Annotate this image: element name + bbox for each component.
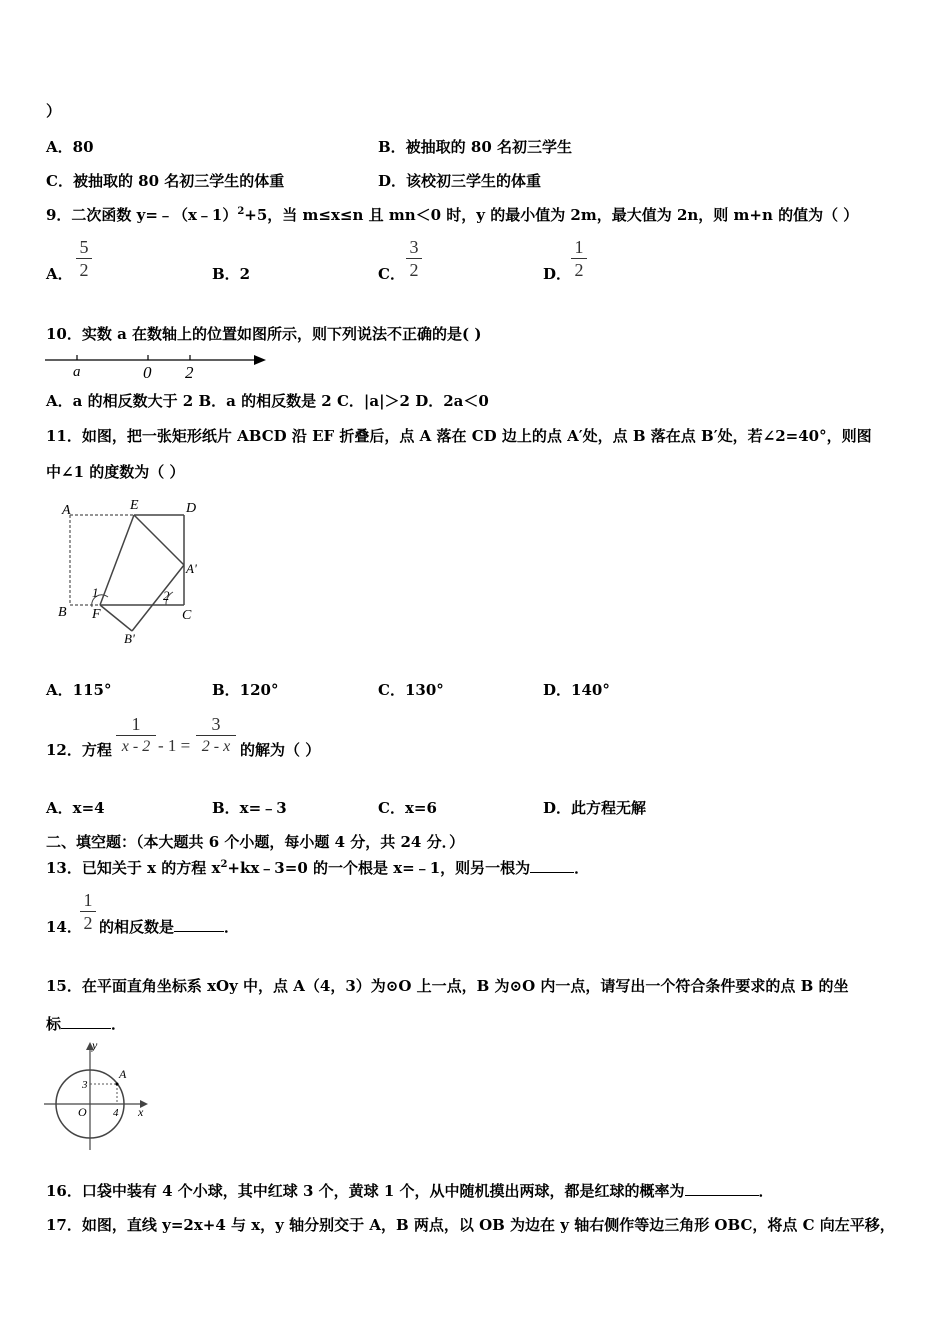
label-2: 2 bbox=[185, 363, 194, 382]
segment-EF bbox=[100, 515, 134, 605]
segment-A-prime-B-prime bbox=[132, 565, 184, 631]
q13-stem bbox=[46, 857, 589, 878]
q9-exponent: 2 bbox=[237, 206, 245, 217]
q11-option-d[interactable]: D．140° bbox=[543, 681, 610, 699]
q9-option-a-fraction bbox=[76, 237, 92, 280]
q9-option-d-fraction bbox=[571, 237, 587, 280]
q11-stem-line2: 中∠1 的度数为（ ） bbox=[46, 463, 185, 481]
q16-answer-blank[interactable] bbox=[685, 1181, 759, 1196]
label-B: B bbox=[58, 605, 67, 620]
label-D: D bbox=[186, 501, 197, 516]
q12-label: 12．方程 bbox=[46, 741, 112, 759]
q13-tail: ． bbox=[574, 859, 590, 877]
q12-tail: 的解为（ ） bbox=[240, 741, 321, 759]
fraction-numerator: 5 bbox=[79, 237, 89, 257]
q14-tail: ． bbox=[224, 918, 240, 936]
fraction-numerator: 1 bbox=[131, 714, 141, 734]
q8-option-c[interactable]: C．被抽取的 80 名初三学生的体重 bbox=[46, 172, 285, 190]
q12-option-b[interactable]: B．x=﹣3 bbox=[212, 799, 287, 817]
fraction-denominator: 2 bbox=[574, 260, 584, 280]
q12-option-c[interactable]: C．x=6 bbox=[378, 799, 437, 817]
q15-answer-blank[interactable] bbox=[61, 1014, 111, 1029]
q13-answer-blank[interactable] bbox=[530, 858, 574, 873]
q9-option-c-fraction bbox=[406, 237, 422, 280]
label-y: y bbox=[92, 1038, 98, 1052]
label-A: A bbox=[119, 1067, 127, 1081]
q11-stem-line1: 11．如图，把一张矩形纸片 ABCD 沿 EF 折叠后，点 A 落在 CD 边上的点 A′处，点 B 落在点 B′处，若∠2=40°，则图 bbox=[46, 427, 872, 445]
label-B-prime: B' bbox=[124, 631, 135, 645]
q9-option-a[interactable] bbox=[46, 263, 73, 284]
q16-stem bbox=[46, 1180, 774, 1201]
q8-option-a[interactable]: A．80 bbox=[46, 138, 94, 156]
q8-option-b[interactable]: B．被抽取的 80 名初三学生 bbox=[378, 138, 572, 156]
q12-middle: - 1 = bbox=[158, 736, 191, 755]
q12-fraction-2 bbox=[196, 714, 236, 757]
fraction-numerator: 3 bbox=[409, 237, 419, 257]
label-4: 4 bbox=[113, 1107, 119, 1119]
number-line-arrow bbox=[254, 355, 266, 365]
q9-option-b[interactable]: B．2 bbox=[212, 265, 251, 283]
q14-fraction bbox=[80, 890, 96, 933]
label-3: 3 bbox=[82, 1079, 88, 1091]
q11-option-c[interactable]: C．130° bbox=[378, 681, 444, 699]
segment-EA-prime bbox=[134, 515, 184, 565]
label-angle-1: 1 bbox=[92, 585, 99, 600]
q9-option-c[interactable] bbox=[378, 263, 405, 284]
q8-option-d[interactable]: D．该校初三学生的体重 bbox=[378, 172, 542, 190]
q15-circle-figure bbox=[44, 1038, 154, 1154]
q8-tail: ） bbox=[46, 102, 62, 120]
fraction-denominator: 2 bbox=[83, 913, 93, 933]
label-x: x bbox=[138, 1105, 144, 1119]
q11-option-b[interactable]: B．120° bbox=[212, 681, 279, 699]
fraction-denominator: 2 - x bbox=[201, 738, 231, 755]
fraction-numerator: 1 bbox=[83, 890, 93, 910]
q9-option-a-label: A． bbox=[46, 265, 73, 283]
q10-stem: 10．实数 a 在数轴上的位置如图所示，则下列说法不正确的是( ) bbox=[46, 325, 482, 343]
q17-stem: 17．如图，直线 y=2x+4 与 x，y 轴分别交于 A，B 两点，以 OB 为边在 y 轴右侧作等边三角形 OBC，将点 C 向左平移， bbox=[46, 1216, 895, 1234]
q9-stem-part1: 9．二次函数 y=﹣（x﹣1） bbox=[46, 206, 238, 224]
q12-option-d[interactable]: D．此方程无解 bbox=[543, 799, 647, 817]
q9-option-d[interactable] bbox=[543, 263, 571, 284]
label-O: O bbox=[78, 1105, 87, 1119]
segment-B-prime-F bbox=[100, 605, 132, 631]
label-E: E bbox=[130, 498, 139, 513]
q9-option-c-label: C． bbox=[378, 265, 405, 283]
q14-stem bbox=[99, 916, 239, 937]
q11-option-a[interactable]: A．115° bbox=[46, 681, 112, 699]
label-0: 0 bbox=[143, 363, 152, 382]
q13-exponent: 2 bbox=[220, 859, 228, 870]
q14-stem-text: 的相反数是 bbox=[99, 918, 175, 936]
q13-stem-part1: 13．已知关于 x 的方程 x bbox=[46, 859, 221, 877]
q15-stem-line2 bbox=[46, 1013, 126, 1034]
q12-option-a[interactable]: A．x=4 bbox=[46, 799, 105, 817]
q9-option-d-label: D． bbox=[543, 265, 572, 283]
fraction-denominator: 2 bbox=[79, 260, 89, 280]
q10-options[interactable]: A．a 的相反数大于 2 B．a 的相反数是 2 C．|a|＞2 D．2a＜0 bbox=[46, 392, 489, 410]
q12-fraction-1 bbox=[116, 714, 156, 757]
q16-stem-text: 16．口袋中装有 4 个小球，其中红球 3 个，黄球 1 个，从中随机摸出两球，都是红球的概率为 bbox=[46, 1182, 685, 1200]
label-a: a bbox=[73, 364, 81, 380]
q15-tail: ． bbox=[111, 1015, 127, 1033]
section-2-heading: 二、填空题：（本大题共 6 个小题，每小题 4 分，共 24 分．） bbox=[46, 833, 465, 851]
q15-stem-text: 标 bbox=[46, 1015, 62, 1033]
q14-answer-blank[interactable] bbox=[174, 917, 224, 932]
q9-stem bbox=[46, 204, 858, 225]
point-A bbox=[116, 1083, 119, 1086]
q11-rectangle-fold-figure bbox=[52, 493, 212, 645]
q10-number-line-figure bbox=[40, 348, 270, 382]
label-F: F bbox=[92, 607, 101, 622]
label-A: A bbox=[62, 503, 71, 518]
fraction-denominator: 2 bbox=[409, 260, 419, 280]
label-A-prime: A' bbox=[186, 561, 197, 576]
label-angle-2: 2 bbox=[163, 588, 170, 603]
label-C: C bbox=[182, 608, 192, 623]
fraction-numerator: 1 bbox=[574, 237, 584, 257]
q9-stem-part2: +5，当 m≤x≤n 且 mn＜0 时，y 的最小值为 2m，最大值为 2n，则 m+n 的值为（ ） bbox=[244, 206, 859, 224]
fraction-denominator: x - 2 bbox=[121, 738, 151, 755]
q15-stem-line1: 15．在平面直角坐标系 xOy 中，点 A（4，3）为⊙O 上一点，B 为⊙O 内一点，请写出一个符合条件要求的点 B 的坐 bbox=[46, 977, 849, 995]
q16-tail: ． bbox=[758, 1182, 774, 1200]
q13-stem-part2: +kx﹣3=0 的一个根是 x=﹣1，则另一根为 bbox=[227, 859, 531, 877]
fraction-numerator: 3 bbox=[211, 714, 221, 734]
q14-label: 14． bbox=[46, 918, 82, 936]
